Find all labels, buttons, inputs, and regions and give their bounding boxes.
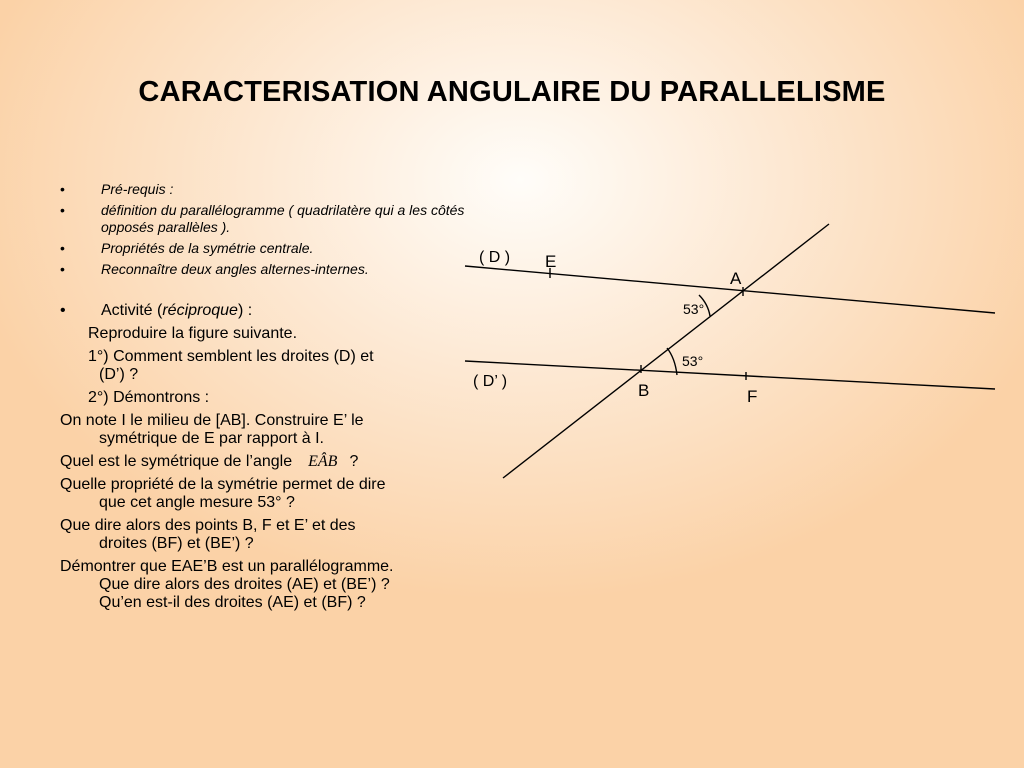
sym-question-suffix: ? (349, 453, 359, 470)
activity-emphasis: réciproque (162, 302, 238, 319)
angle-label-A: 53° (683, 301, 705, 317)
activity-bullet: • (60, 302, 66, 319)
prerequisite-item: • Propriétés de la symétrie centrale. (60, 240, 490, 257)
angle-arc-B (667, 348, 677, 375)
line-D-prime (465, 361, 995, 389)
point-label-E: E (545, 252, 557, 271)
prerequisite-item: • Pré-requis : (60, 181, 490, 198)
angle-expression: EÂB (308, 453, 338, 470)
label-D-prime: ( D’ ) (473, 373, 508, 390)
demo-line-1: Démontrer que EAE’B est un parallélogramme. (60, 558, 394, 575)
question-1-line-2: (D’) ? (99, 366, 139, 383)
point-label-F: F (747, 387, 758, 406)
points-line-2: droites (BF) et (BE’) ? (99, 535, 254, 552)
question-2-line: 2°) Démontrons : (88, 389, 210, 406)
sym-question-prefix: Quel est le symétrique de l’angle (60, 453, 293, 470)
slide-title: CARACTERISATION ANGULAIRE DU PARALLELISME (138, 76, 886, 108)
property-line-2: que cet angle mesure 53° ? (99, 494, 295, 511)
angle-label-B: 53° (682, 353, 704, 369)
demo-line-3: Qu’en est-il des droites (AE) et (BF) ? (99, 594, 366, 611)
demo-line-2: Que dire alors des droites (AE) et (BE’) ? (99, 576, 390, 593)
question-1-line-1: 1°) Comment semblent les droites (D) et (88, 348, 374, 365)
activity-suffix: ) : (237, 302, 253, 319)
note-line-2: symétrique de E par rapport à I. (99, 430, 324, 447)
activity-prefix: Activité ( (101, 302, 163, 319)
label-D: ( D ) (479, 249, 511, 266)
prerequisite-item: • définition du parallélogramme ( quadrilatère qui a les côtés opposés parallèles ). (60, 202, 490, 236)
point-label-B: B (638, 381, 650, 400)
prerequisite-item: • Reconnaître deux angles alternes-internes. (60, 261, 490, 278)
property-line-1: Quelle propriété de la symétrie permet de dire (60, 476, 386, 493)
instruction-line: Reproduire la figure suivante. (88, 325, 298, 342)
points-line-1: Que dire alors des points B, F et E’ et des (60, 517, 356, 534)
note-line-1: On note I le milieu de [AB]. Construire E’ le (60, 412, 364, 429)
point-label-A: A (730, 269, 742, 288)
